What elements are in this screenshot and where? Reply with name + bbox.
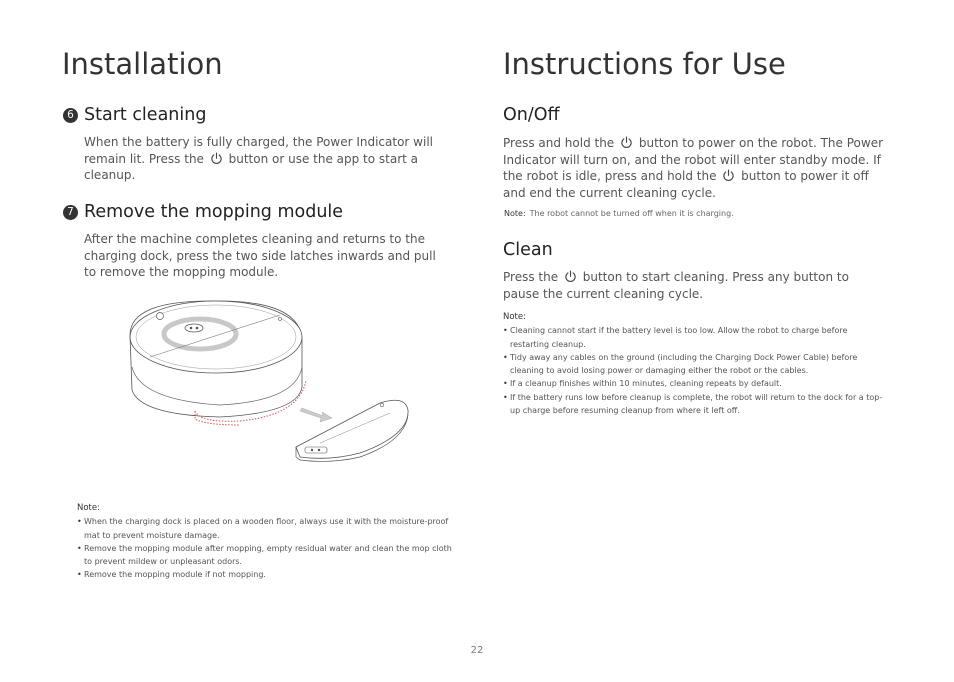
step-6-heading xyxy=(63,105,206,125)
installation-title: Installation xyxy=(62,47,223,81)
list-item: • Cleaning cannot start if the battery level is too low. Allow the robot to charge before restarting cleanup. xyxy=(503,324,887,351)
instructions-title: Instructions for Use xyxy=(503,47,786,81)
step-number-badge: 7 xyxy=(63,205,78,220)
step-7-heading xyxy=(63,202,343,222)
clean-heading: Clean xyxy=(503,240,553,260)
step-7-text: After the machine completes cleaning and returns to the charging dock, press the two side latches inwards and pull to remove the mopping module. xyxy=(84,232,436,279)
note-label: Note: xyxy=(504,209,526,218)
list-item: • Remove the mopping module if not mopping. xyxy=(77,568,452,581)
list-item: • Tidy away any cables on the ground (including the Charging Dock Power Cable) before cleaning to avoid losing power or damaging either the robot or the cables. xyxy=(503,351,887,378)
onoff-text: Press and hold the button to power on the robot. The Power Indicator will turn on, and the robot will enter standby mode. If the robot is idle, press and hold the button to power it off and end the current cleaning cycle. xyxy=(503,136,884,200)
clean-text: Press the button to start cleaning. Press any button to pause the current cleaning cycle. xyxy=(503,270,849,301)
step-6-text: When the battery is fully charged, the Power Indicator will remain lit. Press the button or use the app to start a cleanup. xyxy=(84,135,433,182)
clean-note xyxy=(503,311,887,417)
onoff-note xyxy=(504,209,734,218)
note-title: Note: xyxy=(503,312,526,322)
note-list xyxy=(77,515,452,581)
installation-note xyxy=(77,502,452,582)
step-6-title: Start cleaning xyxy=(84,105,207,125)
step-7-title: Remove the mopping module xyxy=(84,202,344,222)
note-list xyxy=(503,324,887,417)
list-item: • Remove the mopping module after mopping, empty residual water and clean the mop cloth to prevent mildew or unpleasant odors. xyxy=(77,542,452,569)
robot-vacuum-illustration xyxy=(120,295,420,465)
onoff-heading: On/Off xyxy=(503,105,560,125)
note-title: Note: xyxy=(77,503,100,513)
power-icon xyxy=(564,270,577,283)
page-number: 22 xyxy=(470,645,484,656)
power-icon xyxy=(210,152,223,165)
list-item: • If the battery runs low before cleanup is complete, the robot will return to the dock for a top-up charge before resuming cleanup from where it left off. xyxy=(503,391,887,418)
power-icon xyxy=(620,136,633,149)
list-item: • When the charging dock is placed on a wooden floor, always use it with the moisture-proof mat to prevent moisture damage. xyxy=(77,515,452,542)
power-icon xyxy=(722,169,735,182)
step-number-badge: 6 xyxy=(63,108,78,123)
note-text: The robot cannot be turned off when it is charging. xyxy=(529,209,734,218)
list-item: • If a cleanup finishes within 10 minutes, cleaning repeats by default. xyxy=(503,377,887,390)
